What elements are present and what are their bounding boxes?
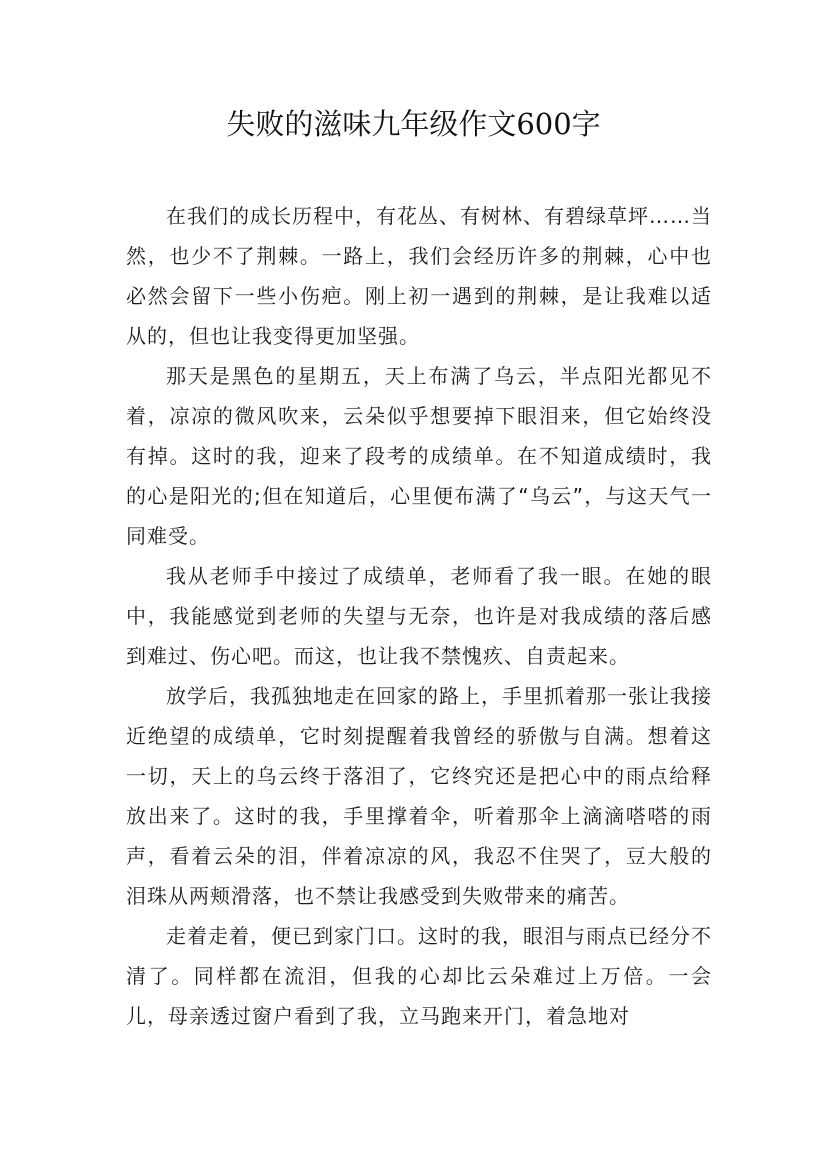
paragraph: 我从老师手中接过了成绩单，老师看了我一眼。在她的眼中，我能感觉到老师的失望与无奈，也许是对我成绩的落后感到难过、伤心吧。而这，也让我不禁愧疚、自责起来。: [126, 564, 712, 668]
paragraph: 放学后，我孤独地走在回家的路上，手里抓着那一张让我接近绝望的成绩单，它时刻提醒着我曾经的骄傲与自满。想着这一切，天上的乌云终于落泪了，它终究还是把心中的雨点给释放出来了。这时的我，手里撑着伞，听着那伞上滴滴嗒嗒的雨声，看着云朵的泪，伴着凉凉的风，我忍不住哭了，豆大般的泪珠从两颊滑落，也不禁让我感受到失败带来的痛苦。: [126, 684, 712, 908]
paragraph: 在我们的成长历程中，有花丛、有树林、有碧绿草坪……当然，也少不了荆棘。一路上，我们会经历许多的荆棘，心中也必然会留下一些小伤疤。刚上初一遇到的荆棘，是让我难以适从的，但也让我变得更加坚强。: [126, 204, 712, 348]
paragraph: 那天是黑色的星期五，天上布满了乌云，半点阳光都见不着，凉凉的微风吹来，云朵似乎想要掉下眼泪来，但它始终没有掉。这时的我，迎来了段考的成绩单。在不知道成绩时，我的心是阳光的;但在知道后，心里便布满了“乌云”，与这天气一同难受。: [126, 364, 712, 548]
document-body: [126, 196, 712, 1036]
document-title: 失败的滋味九年级作文600字: [226, 107, 601, 141]
paragraph: 走着走着，便已到家门口。这时的我，眼泪与雨点已经分不清了。同样都在流泪，但我的心却比云朵难过上万倍。一会儿，母亲透过窗户看到了我，立马跑来开门，着急地对: [126, 924, 712, 1028]
